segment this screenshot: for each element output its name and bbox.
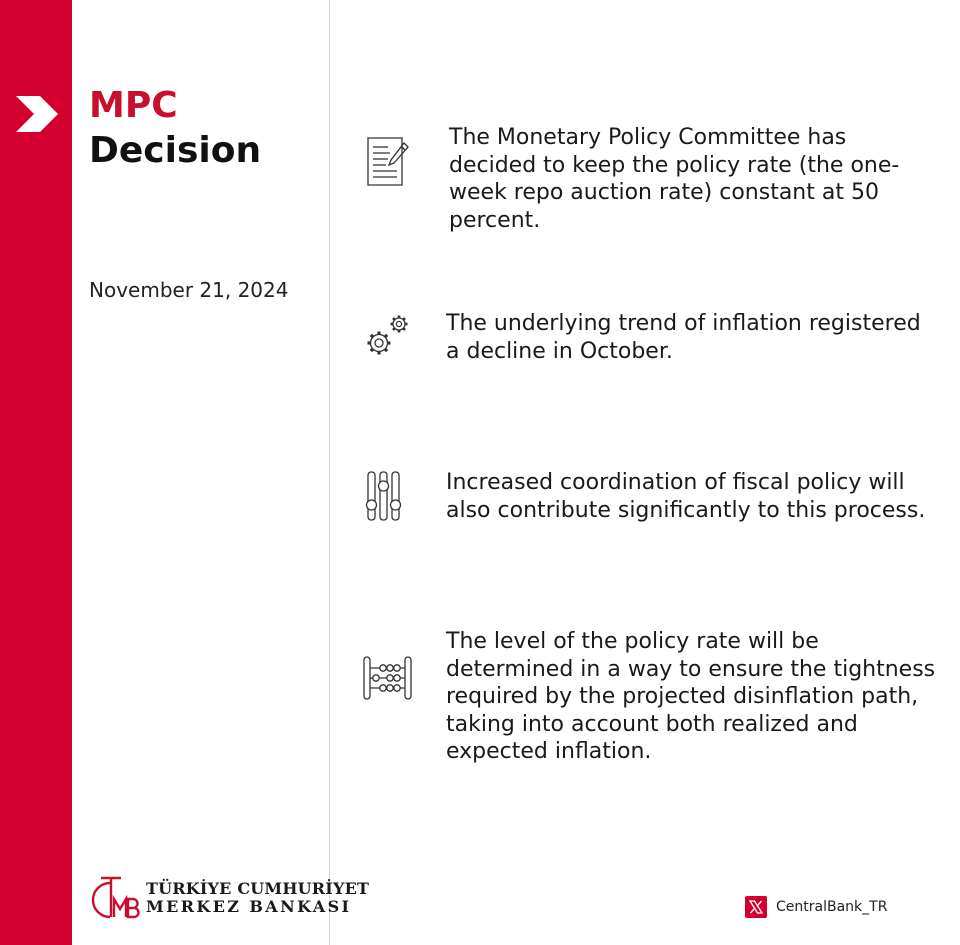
brand-side-bar — [0, 0, 72, 945]
fiscal-policy-text: Increased coordination of fiscal policy will also contribute significantly to this process. — [446, 470, 926, 523]
gears-icon — [362, 312, 412, 362]
cbrt-logo — [88, 873, 370, 923]
cbrt-monogram — [88, 873, 142, 923]
policy-decision-text: The Monetary Policy Committee has decided to keep the policy rate (the one-week repo auction rate) constant at 50 percent. — [449, 125, 900, 233]
social-handle-text: CentralBank_TR — [776, 899, 888, 915]
logo-line1: TÜRKİYE CUMHURİYET — [146, 879, 370, 898]
document-pen-icon — [364, 135, 412, 189]
logo-line2: MERKEZ BANKASI — [146, 897, 352, 916]
page-title-line1: MPC — [89, 85, 178, 126]
abacus-icon — [362, 655, 414, 703]
sliders-icon — [364, 470, 404, 522]
x-icon — [745, 896, 767, 918]
inflation-trend-text: The underlying trend of inflation registered a decline in October. — [446, 311, 921, 364]
page-title-line2: Decision — [89, 130, 262, 171]
decision-date: November 21, 2024 — [89, 278, 289, 302]
column-divider — [329, 0, 330, 945]
social-handle-link[interactable] — [745, 895, 887, 919]
chevron-right-icon — [16, 96, 58, 132]
policy-rate-outlook-text: The level of the policy rate will be determined in a way to ensure the tightness required by the projected disinflation path, taking into account both realized and expected inflation. — [446, 629, 936, 764]
